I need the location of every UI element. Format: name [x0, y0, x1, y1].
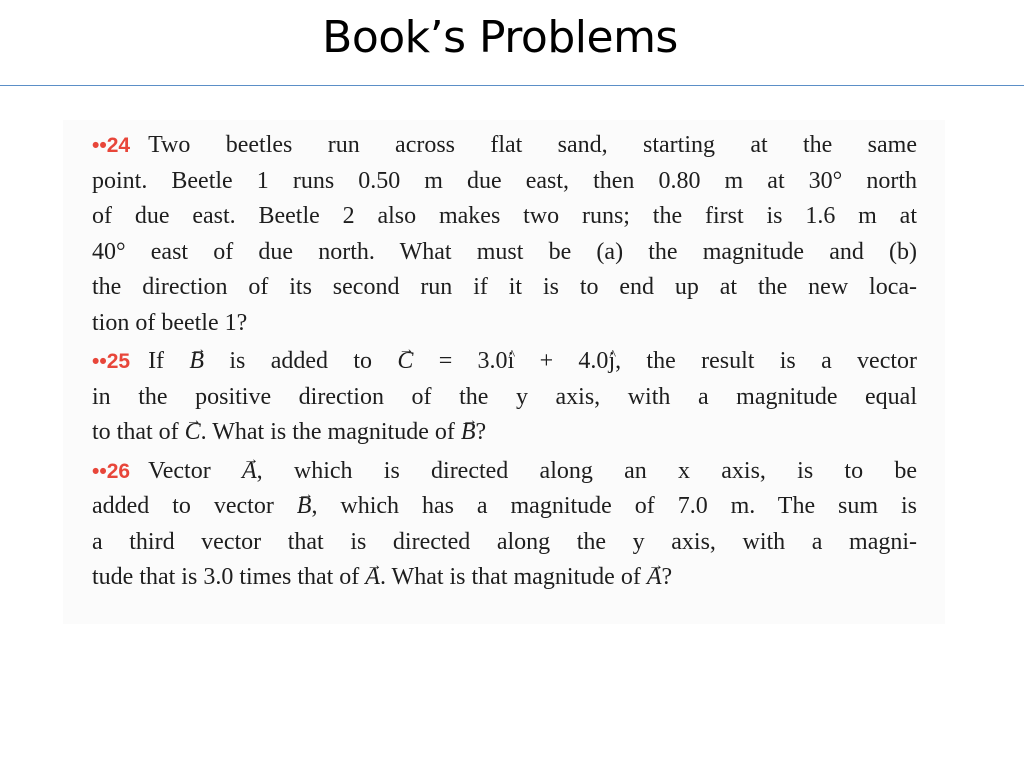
unit-vector-i: ^ i: [508, 348, 515, 374]
problem-24-line-4: 40° east of due north. What must be (a) the magnitude and (b): [92, 238, 917, 265]
vector-a: → A: [242, 458, 257, 484]
problem-24-line-5: the direction of its second run if it is to end up at the new loca-: [92, 274, 917, 300]
text: to that of: [92, 419, 179, 445]
text: . What is that magnitude of: [379, 564, 641, 590]
vector-b: → B: [461, 419, 476, 445]
text: Vector: [148, 457, 211, 484]
problem-26-line-1: [92, 454, 917, 490]
text: , which has a magnitude of 7.0 m. The sum is: [311, 493, 918, 519]
vector-a: → A: [647, 564, 662, 590]
text: tude that is 3.0 times that of: [92, 564, 360, 590]
problem-25-line-1: [92, 344, 917, 380]
problem-number: ••26: [92, 459, 131, 483]
problem-26-line-2: [92, 489, 917, 525]
problem-26-line-3: a third vector that is directed along the y axis, with a magni-: [92, 528, 917, 555]
problem-24-line-2: point. Beetle 1 runs 0.50 m due east, then 0.80 m at 30° north: [92, 167, 917, 194]
problem-24: [92, 128, 917, 341]
text: is added to: [229, 348, 373, 374]
text: ?: [475, 419, 487, 445]
problem-25-line-2: in the positive direction of the y axis, with a magnitude equal: [92, 383, 917, 410]
text: ?: [661, 564, 673, 590]
problem-text: Two beetles run across flat sand, starting at the same: [148, 132, 917, 158]
vector-c: → C: [185, 419, 201, 445]
problem-25: [92, 344, 917, 451]
text: If: [148, 348, 165, 374]
vector-a: → A: [365, 564, 380, 590]
text: = 3.0: [438, 348, 508, 374]
title-divider: [0, 85, 1024, 86]
slide-title: Book’s Problems: [322, 12, 678, 63]
text: . What is the magnitude of: [200, 419, 455, 445]
problem-image: [63, 120, 945, 624]
problem-number: ••25: [92, 350, 131, 373]
problem-24-line-3: of due east. Beetle 2 also makes two runs; the first is 1.6 m at: [92, 203, 917, 229]
problem-24-line-1: [92, 128, 917, 164]
vector-b: → B: [297, 493, 312, 519]
vector-c: → C: [397, 348, 413, 374]
problem-26: [92, 454, 917, 596]
problem-25-line-3: [92, 415, 917, 451]
text: + 4.0: [539, 348, 609, 374]
problem-26-line-4: [92, 560, 917, 596]
text: , the result is a vector: [615, 348, 918, 374]
problem-24-line-6: tion of beetle 1?: [92, 309, 248, 336]
problem-number: ••24: [92, 134, 131, 157]
text: added to vector: [92, 493, 274, 519]
text: , which is directed along an x axis, is to be: [256, 457, 918, 484]
vector-b: → B: [189, 348, 204, 374]
unit-vector-j: ^ j: [608, 348, 615, 374]
